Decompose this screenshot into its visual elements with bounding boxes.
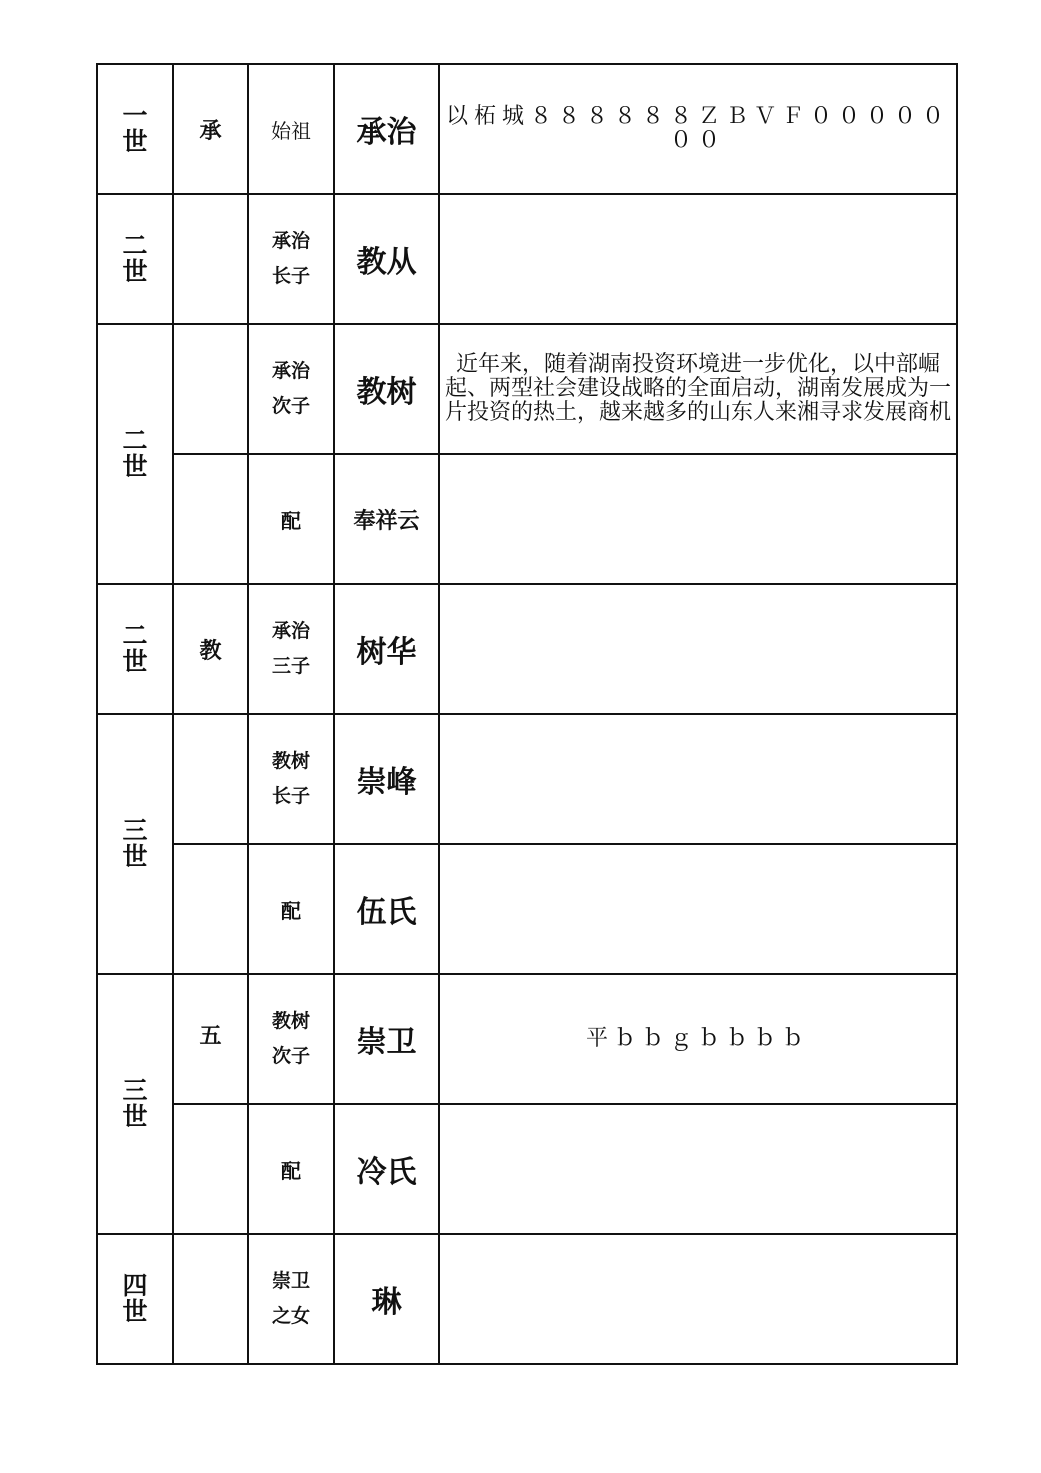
relation-cell: 配	[248, 454, 334, 584]
table-row	[97, 64, 957, 194]
note-cell: 平ｂｂｇｂｂｂｂ	[439, 974, 957, 1104]
table-row	[97, 324, 957, 454]
person-name-cell: 树华	[334, 584, 439, 714]
generation-character-cell	[173, 844, 248, 974]
relation-cell: 教树次子	[248, 974, 334, 1104]
table-row	[97, 714, 957, 844]
generation-character-cell	[173, 454, 248, 584]
relation-cell: 承治长子	[248, 194, 334, 324]
note-cell	[439, 454, 957, 584]
note-cell: 近年来，随着湖南投资环境进一步优化，以中部崛起、两型社会建设战略的全面启动，湖南发展成为一片投资的热土，越来越多的山东人来湘寻求发展商机	[439, 324, 957, 454]
relation-cell: 崇卫之女	[248, 1234, 334, 1364]
generation-character-cell	[173, 1234, 248, 1364]
person-name-cell: 承治	[334, 64, 439, 194]
generation-character-cell: 教	[173, 584, 248, 714]
generation-cell: 二世	[97, 584, 173, 714]
relation-cell: 始祖	[248, 64, 334, 194]
note-cell	[439, 844, 957, 974]
person-name-cell: 教从	[334, 194, 439, 324]
table-row	[97, 844, 957, 974]
generation-character-cell: 五	[173, 974, 248, 1104]
generation-cell: 二世	[97, 194, 173, 324]
table-row	[97, 454, 957, 584]
table-row	[97, 584, 957, 714]
relation-cell: 教树长子	[248, 714, 334, 844]
person-name-cell: 奉祥云	[334, 454, 439, 584]
relation-cell: 承治次子	[248, 324, 334, 454]
generation-character-cell: 承	[173, 64, 248, 194]
note-cell	[439, 1234, 957, 1364]
note-cell	[439, 714, 957, 844]
note-cell	[439, 1104, 957, 1234]
person-name-cell: 伍氏	[334, 844, 439, 974]
generation-character-cell	[173, 714, 248, 844]
person-name-cell: 崇峰	[334, 714, 439, 844]
generation-cell: 三世	[97, 974, 173, 1234]
relation-cell: 承治三子	[248, 584, 334, 714]
genealogy-table	[96, 63, 958, 1365]
note-cell: 以柘城８８８８８８ＺＢＶＦ０００００００	[439, 64, 957, 194]
note-cell	[439, 194, 957, 324]
person-name-cell: 琳	[334, 1234, 439, 1364]
table-row	[97, 974, 957, 1104]
person-name-cell: 冷氏	[334, 1104, 439, 1234]
generation-character-cell	[173, 324, 248, 454]
generation-cell: 四世	[97, 1234, 173, 1364]
generation-cell: 二世	[97, 324, 173, 584]
relation-cell: 配	[248, 844, 334, 974]
generation-character-cell	[173, 1104, 248, 1234]
relation-cell: 配	[248, 1104, 334, 1234]
table-row	[97, 1104, 957, 1234]
note-cell	[439, 584, 957, 714]
table-row	[97, 1234, 957, 1364]
generation-cell: 三世	[97, 714, 173, 974]
generation-cell: 一世	[97, 64, 173, 194]
person-name-cell: 崇卫	[334, 974, 439, 1104]
generation-character-cell	[173, 194, 248, 324]
table-row	[97, 194, 957, 324]
person-name-cell: 教树	[334, 324, 439, 454]
